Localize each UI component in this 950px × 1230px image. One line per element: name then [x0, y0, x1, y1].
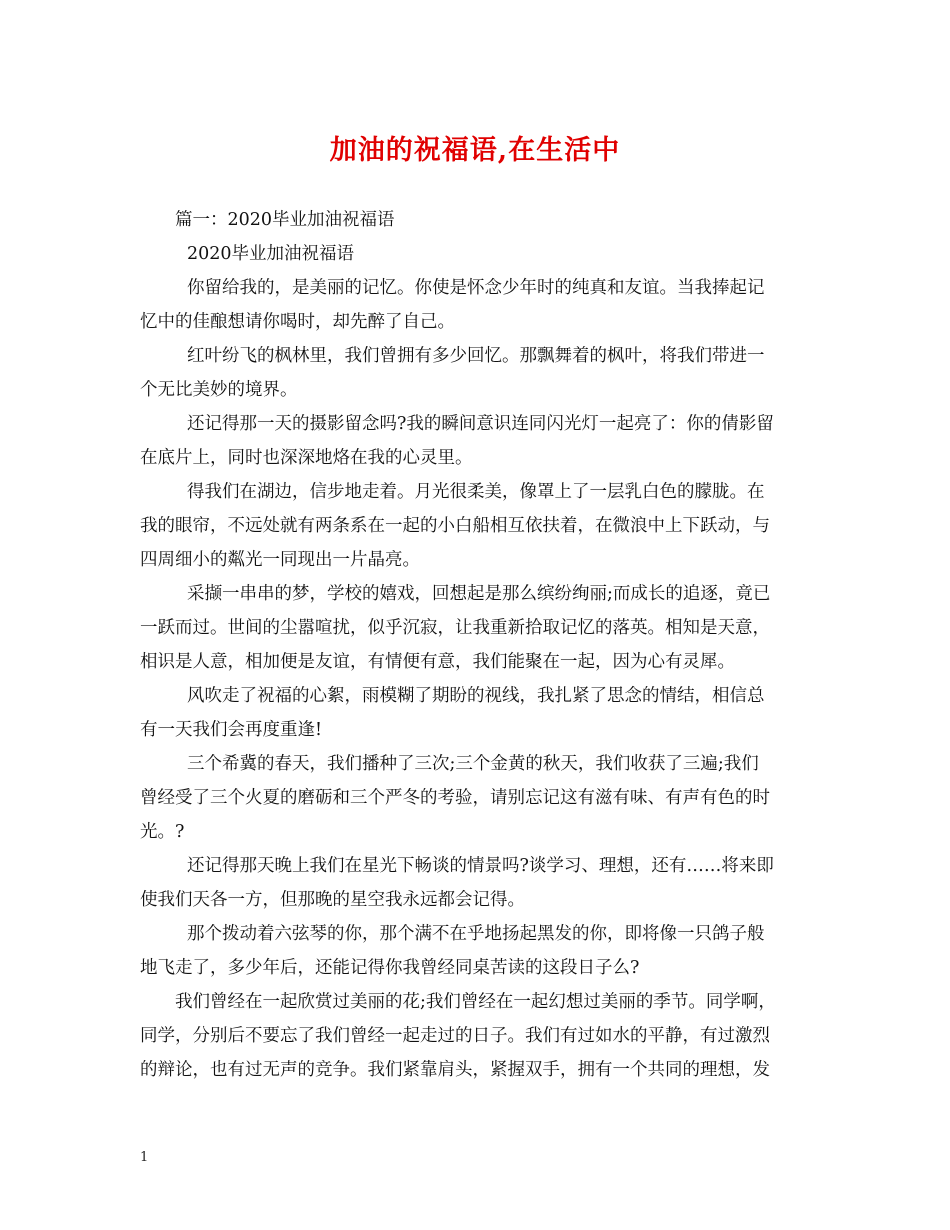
text-line: 三个希冀的春天，我们播种了三次;三个金黄的秋天，我们收获了三遍;我们	[187, 754, 759, 774]
text-line: 你留给我的，是美丽的记忆。你使是怀念少年时的纯真和友谊。当我捧起记	[187, 278, 765, 298]
text-line: 那个拨动着六弦琴的你，那个满不在乎地扬起黑发的你，即将像一只鸽子般	[187, 924, 765, 944]
document-body	[140, 203, 820, 1087]
text-line: 忆中的佳酿想请你喝时，却先醉了自己。	[140, 312, 455, 332]
text-line: 篇一：2020毕业加油祝福语	[175, 210, 395, 230]
text-line: 一跃而过。世间的尘嚣喧扰，似乎沉寂，让我重新拾取记忆的落英。相知是天意，	[140, 618, 770, 638]
text-line: 曾经受了三个火夏的磨砺和三个严冬的考验，请别忘记这有滋有味、有声有色的时	[140, 788, 770, 808]
text-line: 同学，分别后不要忘了我们曾经一起走过的日子。我们有过如水的平静，有过激烈	[140, 1026, 770, 1046]
text-line: 得我们在湖边，信步地走着。月光很柔美，像罩上了一层乳白色的朦胧。在	[187, 482, 765, 502]
text-line: 在底片上，同时也深深地烙在我的心灵里。	[140, 448, 473, 468]
text-line: 还记得那一天的摄影留念吗?我的瞬间意识连同闪光灯一起亮了：你的倩影留	[187, 414, 774, 434]
text-line: 地飞走了，多少年后，还能记得你我曾经同桌苦读的这段日子么?	[140, 958, 640, 978]
text-line: 光。?	[140, 822, 185, 842]
document-title: 加油的祝福语,在生活中	[329, 135, 621, 166]
text-line: 相识是人意，相加便是友谊，有情便有意，我们能聚在一起，因为心有灵犀。	[140, 652, 735, 672]
page-number: 1	[140, 1150, 149, 1165]
text-line: 有一天我们会再度重逢!	[140, 720, 323, 740]
text-line: 四周细小的粼光一同现出一片晶亮。	[140, 550, 420, 570]
text-line: 我们曾经在一起欣赏过美丽的花;我们曾经在一起幻想过美丽的季节。同学啊，	[175, 992, 776, 1012]
text-line: 2020毕业加油祝福语	[187, 244, 355, 264]
text-line: 的辩论，也有过无声的竞争。我们紧靠肩头，紧握双手，拥有一个共同的理想，发	[140, 1060, 770, 1080]
text-line: 红叶纷飞的枫林里，我们曾拥有多少回忆。那飘舞着的枫叶，将我们带进一	[187, 346, 765, 366]
text-line: 使我们天各一方，但那晚的星空我永远都会记得。	[140, 890, 525, 910]
text-line: 个无比美妙的境界。	[140, 380, 298, 400]
text-line: 我的眼帘，不远处就有两条系在一起的小白船相互依扶着，在微浪中上下跃动，与	[140, 516, 770, 536]
text-line: 采撷一串串的梦，学校的嬉戏，回想起是那么缤纷绚丽;而成长的追逐，竟已	[187, 584, 771, 604]
text-line: 风吹走了祝福的心絮，雨模糊了期盼的视线，我扎紧了思念的情结，相信总	[187, 686, 765, 706]
text-line: 还记得那天晚上我们在星光下畅谈的情景吗?谈学习、理想，还有……将来即	[187, 856, 774, 876]
